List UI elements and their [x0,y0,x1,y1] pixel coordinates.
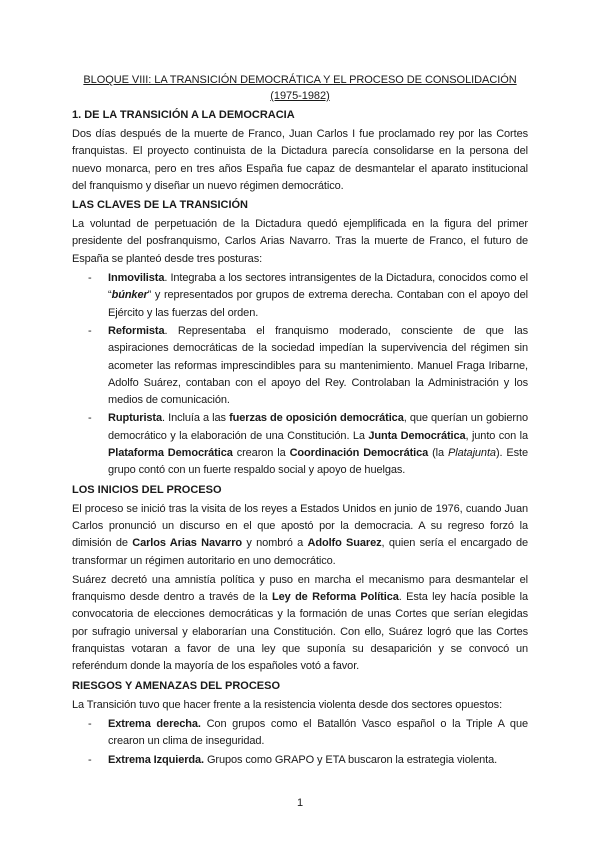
riesgos-list [72,716,528,769]
list-item-rupturista [72,410,528,479]
list-item-extrema-derecha [72,716,528,751]
term-platajunta: Platajunta [448,447,496,460]
list-text: , junto con la [465,429,528,442]
text-run: , quien sería el encargado de transformar un régimen autoritario en uno democrático. [72,537,528,567]
term-bunker: búnker [111,289,148,302]
term-rupturista: Rupturista [108,412,163,425]
term-arias-navarro: Carlos Arias Navarro [132,537,243,550]
list-text: ” y representados por grupos de extrema derecha. Contaban con el apoyo del Ejército y las fuerzas del orden. [108,289,528,319]
document-page [72,72,528,771]
heading-claves: LAS CLAVES DE LA TRANSICIÓN [72,199,249,212]
list-dash: - [88,324,92,337]
term-adolfo-suarez: Adolfo Suarez [307,537,382,550]
list-item-inmovilista [72,270,528,322]
text-run: Suárez decretó una amnistía política y puso en marcha el mecanismo para desmantelar el franquismo desde dentro a través de la [72,573,528,604]
text-run: El proceso se inició tras la visita de los reyes a Estados Unidos en junio de 1976, cuando Juan Carlos pronunció un discurso en el que apostó por la democracia. A su regreso forzó la dimisión de [72,502,528,550]
list-text: . Representaba el franquismo moderado, consciente de que las aspiraciones democráticas de la sociedad impedían la supervivencia del régimen sin acometer las reformas imprescindibles para su mantenimiento. Manuel Fraga Iribarne, Adolfo Suárez, contaban con el apoyo del Rey. Controlaban la Administración y los medios de comunicación. [108,324,528,407]
term-extrema-izquierda: Extrema Izquierda. [108,753,205,766]
heading-inicios: LOS INICIOS DEL PROCESO [72,483,222,496]
page-number: 1 [296,797,304,809]
term-plataforma-democratica: Plataforma Democrática [108,447,233,460]
list-text: ). Este grupo contó con un fuerte respaldo social y apoyo de huelgas. [108,447,529,477]
text-run: y nombró a [242,537,308,550]
document-title: BLOQUE VIII: LA TRANSICIÓN DEMOCRÁTICA Y EL PROCESO DE CONSOLIDACIÓN (1975-1982) [83,74,517,102]
term-junta-democratica: Junta Democrática [368,429,466,442]
term-inmovilista: Inmovilista [108,272,165,285]
heading-riesgos: RIESGOS Y AMENAZAS DEL PROCESO [72,679,281,692]
text-run: . Esta ley hacía posible la convocatoria de elecciones democráticas y la formación de unas Cortes que serían elegidas por sufragio universal y elaborarían una Constitución. Con ello, Suárez logró que las Cortes franquistas votaran a favor de una ley que suponía su desaparición y se convocó un referéndum donde la mayoría de los españoles votó a favor. [72,591,528,673]
list-text: . Integraba a los sectores intransigentes de la Dictadura, conocidos como el “ [108,272,528,302]
term-coordinacion-democratica: Coordinación Democrática [289,447,429,460]
list-text: . Incluía a las [162,412,230,425]
list-dash: - [88,412,92,425]
list-dash: - [88,272,92,285]
claves-paragraph: La voluntad de perpetuación de la Dictadura quedó ejemplificada en la figura del primer presidente del posfranquismo, Carlos Arias Navarro. Tras la muerte de Franco, el futuro de España se planteó desde tres posturas: [72,218,528,265]
list-text: Grupos como GRAPO y ETA buscaron la estrategia violenta. [204,753,498,766]
section-heading-transicion: 1. DE LA TRANSICIÓN A LA DEMOCRACIA [72,109,295,121]
list-text: crearon la [232,447,290,460]
term-fuerzas-oposicion: fuerzas de oposición democrática [229,412,404,425]
term-extrema-derecha: Extrema derecha. [108,717,201,730]
list-text: (la [428,447,448,460]
inicios-paragraph-2 [72,572,528,676]
list-text: Con grupos como el Batallón Vasco español o la Triple A que crearon un clima de inseguridad. [108,717,528,748]
list-item-reformista [72,323,528,409]
term-reformista: Reformista [108,324,165,337]
inicios-paragraph-1 [72,501,528,570]
term-ley-reforma-politica: Ley de Reforma Política [272,591,399,604]
list-dash: - [88,753,92,766]
riesgos-paragraph: La Transición tuvo que hacer frente a la resistencia violenta desde dos sectores opuestos: [72,698,503,711]
intro-paragraph: Dos días después de la muerte de Franco, Juan Carlos I fue proclamado rey por las Cortes franquistas. El proyecto continuista de la Dictadura parecía consolidarse en la persona del nuevo monarca, pero en tres años España fue capaz de desmantelar el aparato institucional del franquismo y diseñar un nuevo régimen democrático. [72,128,528,192]
list-text: , que querían un gobierno democrático y la elaboración de una Constitución. La [108,412,528,442]
list-item-extrema-izquierda [72,752,528,769]
posturas-list [72,270,528,480]
list-dash: - [88,717,92,730]
